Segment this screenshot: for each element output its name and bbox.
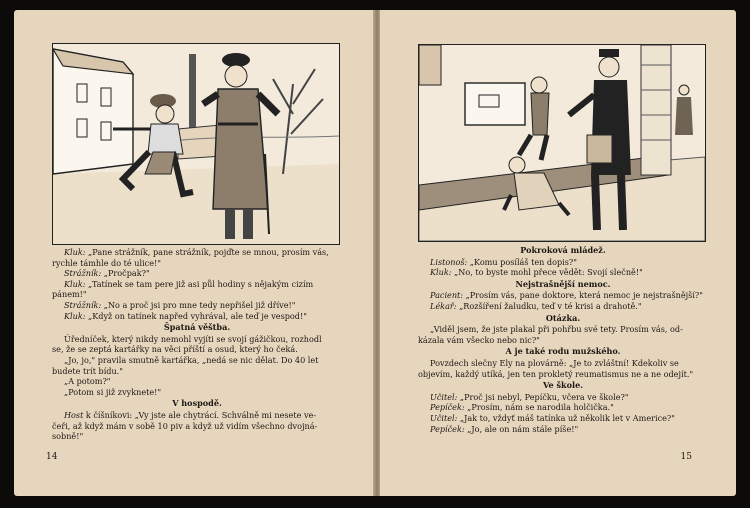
text-line: kázala vám všecko nebo nic?" — [418, 334, 540, 345]
section-title: Ve škole. — [542, 380, 584, 391]
dialogue-line: Listonoš: „Komu posíláš ten dopis?" — [430, 256, 577, 267]
section-title: Špatná věštba. — [163, 322, 231, 333]
text-line: sobně!" — [52, 431, 84, 442]
dialogue-line: Pacient: „Prosím vás, pane doktore, která nemoc je nejstrašnější?" — [430, 290, 703, 301]
dialogue-line: Pepíček: „Prosím, nám se narodila holčička." — [430, 402, 614, 413]
illustration-boy-and-policeman — [52, 43, 340, 245]
dialogue-line: Lékař: „Rozšíření žaludku, teď v té krisi a drahotě." — [430, 300, 642, 311]
left-text-column — [52, 247, 342, 442]
section-title: Nejstrašnější nemoc. — [515, 278, 611, 289]
text-line: čeři, až když mám v sobě 10 piv a když už vidím všechno dvojná- — [52, 420, 318, 431]
dialogue-line: rychle támhle do té ulice!" — [52, 257, 161, 268]
dialogue-line: pánem!" — [52, 289, 87, 300]
text-line: „Viděl jsem, že jste plakal při pohřbu své tety. Prosím vás, od- — [430, 324, 683, 335]
dialogue-line: Strážník: „No a proč jsi pro mne tedy nepřišel již dříve!" — [64, 299, 296, 310]
dialogue-line: Host k číšníkovi: „Vy jste ale chytrácí. Schválně mi nesete ve- — [64, 409, 317, 420]
dialogue-line: Učitel: „Proč jsi nebyl, Pepíčku, včera ve škole?" — [430, 391, 629, 402]
text-line: „A potom?" — [64, 376, 111, 387]
dialogue-line: Kluk: „No, to byste mohl přece vědět: Svojí slečně!" — [430, 267, 643, 278]
dialogue-line: Strážník: „Pročpak?" — [64, 268, 150, 279]
illustration-mailbox-scene — [418, 44, 706, 242]
page-number: 15 — [680, 452, 692, 462]
text-line: „Jo, jo," pravila smutně kartářka, „nedá se nic dělat. Do 40 let — [64, 354, 319, 365]
dialogue-line: Učitel: „Jak to, vždyť máš tatínka už několik let v Americe?" — [430, 412, 675, 423]
dialogue-line: Kluk: „Tatínek se tam pere již asi půl hodiny s nějakým cizím — [64, 278, 314, 289]
text-line: Úředníček, který nikdy nemohl vyjíti se svojí gážičkou, rozhodl — [64, 333, 322, 344]
page-number: 14 — [46, 452, 58, 462]
text-line: Povzdech slečny Ely na plovárně: „Je to zvláštní! Kdekoliv se — [430, 357, 679, 368]
section-title: V hospodě. — [172, 398, 222, 409]
dialogue-line: Kluk: „Pane strážník, pane strážník, pojďte se mnou, prosím vás, — [64, 247, 329, 257]
text-line: objevím, každý utíká, jen ten prokletý reumatismus ne a ne odejít." — [418, 368, 694, 379]
text-line: se, že se zeptá kartářky na věci příští a osud, který ho čeká. — [52, 344, 298, 355]
dialogue-line: Pepíček: „Jo, ale on nám stále píše!" — [430, 423, 579, 434]
section-title: A je také rodu mužského. — [505, 346, 621, 357]
text-line: budete trít bídu." — [52, 365, 123, 376]
right-text-column — [418, 244, 708, 434]
section-title: Pokroková mládež. — [520, 245, 606, 255]
text-line: „Potom si již zvyknete!" — [64, 386, 162, 397]
section-title: Otázka. — [545, 312, 581, 323]
left-page — [14, 10, 374, 496]
right-page — [380, 10, 736, 496]
dialogue-line: Kluk: „Když on tatínek napřed vyhrával, ale teď je vespod!" — [64, 310, 307, 321]
